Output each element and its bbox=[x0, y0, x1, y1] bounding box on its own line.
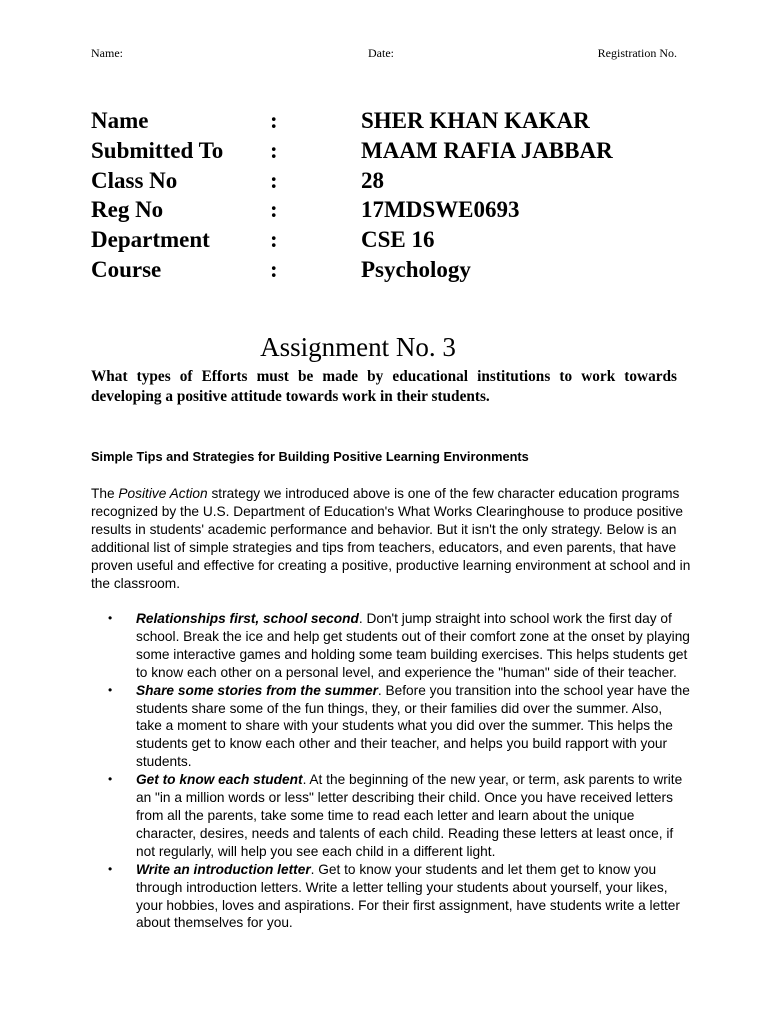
tips-list bbox=[91, 610, 691, 932]
page-header bbox=[91, 46, 677, 64]
info-value: MAAM RAFIA JABBAR bbox=[361, 137, 613, 163]
bullet-icon: • bbox=[108, 682, 113, 697]
header-date-label: Date: bbox=[368, 46, 394, 60]
tip-text: . Before you transition into the school year have the students share some of the fun things, they, or their families did over the summer. Also, take a moment to share with your students what you did over the summer. This helps the students get to know each other and their teacher, and helps you build rapport with your students. bbox=[136, 682, 690, 770]
bullet-icon: • bbox=[108, 861, 113, 876]
tip-title: Relationships first, school second bbox=[136, 611, 359, 626]
info-colon: : bbox=[270, 256, 278, 282]
list-item bbox=[91, 771, 691, 861]
info-label: Department bbox=[91, 227, 210, 253]
info-value: 28 bbox=[361, 167, 384, 193]
assignment-title: Assignment No. 3 bbox=[260, 332, 456, 363]
info-label: Course bbox=[91, 256, 162, 282]
info-value: 17MDSWE0693 bbox=[361, 197, 520, 223]
list-item bbox=[91, 610, 691, 682]
assignment-question: What types of Efforts must be made by educational institutions to work towards developing a positive attitude towards work in their students. bbox=[91, 368, 677, 405]
header-name-label: Name: bbox=[91, 46, 123, 60]
info-colon: : bbox=[270, 167, 278, 193]
info-label: Reg No bbox=[91, 197, 164, 223]
tip-text: . At the beginning of the new year, or term, ask parents to write an "in a million words or less" letter describing their child. Once you have received letters from all the parents, take some time to read each letter and learn about the unique character, desires, needs and talents of each child. Reading these letters at least once, if not regularly, will help you see each child in a different light. bbox=[136, 772, 683, 859]
bullet-icon: • bbox=[108, 611, 113, 625]
info-label: Name bbox=[91, 108, 149, 133]
intro-paragraph bbox=[91, 485, 691, 592]
info-value: Psychology bbox=[361, 256, 471, 282]
tip-title: Write an introduction letter bbox=[136, 861, 311, 877]
info-colon: : bbox=[270, 108, 278, 133]
info-colon: : bbox=[270, 197, 278, 223]
info-colon: : bbox=[270, 137, 278, 163]
list-item bbox=[91, 682, 691, 772]
tip-text: . Don't jump straight into school work the first day of school. Break the ice and help get students out of their comfort zone at the onset by playing some interactive games and holding some team building exercises. This helps students get to know each other on a personal level, and experience the "human" side of their teacher. bbox=[136, 611, 690, 680]
info-value: CSE 16 bbox=[361, 227, 435, 253]
info-label: Class No bbox=[91, 167, 178, 193]
intro-text-before: The bbox=[91, 486, 119, 501]
bullet-icon: • bbox=[108, 772, 113, 787]
tip-title: Share some stories from the summer bbox=[136, 682, 378, 698]
header-registration-label: Registration No. bbox=[597, 46, 677, 60]
tip-title: Get to know each student bbox=[136, 772, 303, 788]
intro-text-after: strategy we introduced above is one of the few character education programs recognized by the U.S. Department of Education's What Works Clearinghouse to produce positive results in students' academic performance and behavior. But it isn't the only strategy. Below is an additional list of simple strategies and tips from teachers, educators, and even parents, that have proven useful and effective for creating a positive, productive learning environment at school and in the classroom. bbox=[91, 486, 691, 591]
info-value: SHER KHAN KAKAR bbox=[361, 108, 590, 133]
tip-text: . Get to know your students and let them get to know you through introduction letters. Write a letter telling your students about yourself, your likes, your hobbies, loves and aspirations. For their first assignment, have students write a letter about themselves for you. bbox=[136, 861, 680, 931]
list-item bbox=[91, 861, 691, 933]
section-heading: Simple Tips and Strategies for Building Positive Learning Environments bbox=[91, 449, 529, 464]
intro-emphasis: Positive Action bbox=[118, 486, 208, 501]
info-colon: : bbox=[270, 227, 278, 253]
info-label: Submitted To bbox=[91, 137, 224, 163]
